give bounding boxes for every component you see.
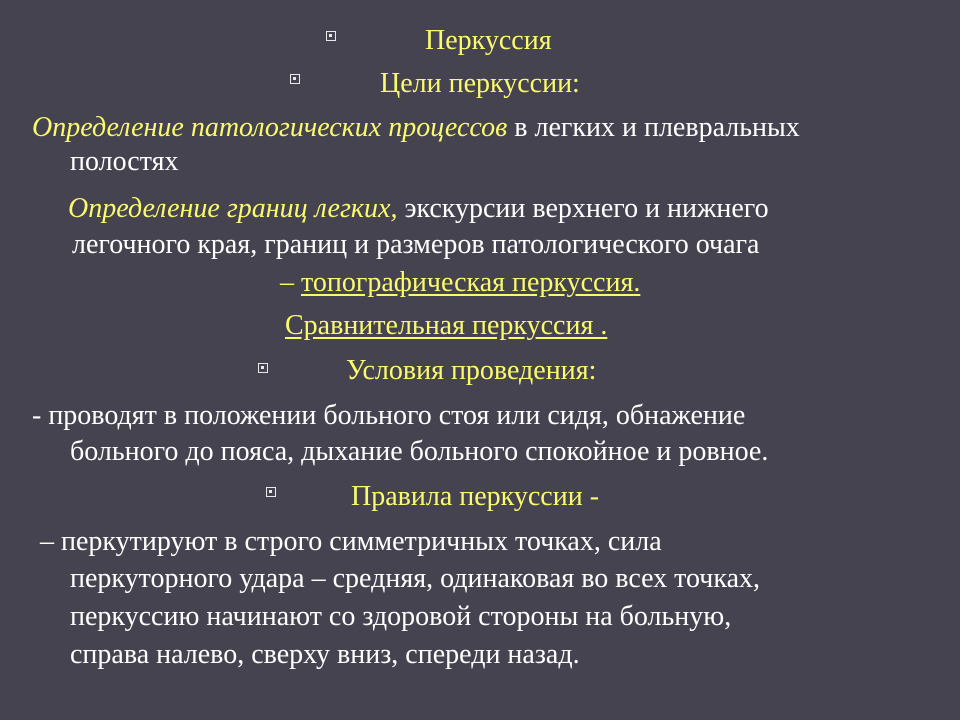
goal-1-line-2: полостях: [70, 146, 179, 177]
rules-heading: Правила перкуссии -: [351, 481, 600, 512]
goal-2-rest: экскурсии верхнего и нижнего: [397, 193, 769, 224]
rules-line-3: перкуссию начинают со здоровой стороны на больную,: [70, 601, 732, 632]
heading-goals: Цели перкуссии:: [380, 68, 580, 99]
goal-2-line-3: [280, 266, 640, 300]
goal-2-line-1: [68, 192, 769, 226]
rules-line-2: перкуторного удара – средняя, одинаковая во всех точках,: [70, 563, 760, 594]
bullet-icon: [258, 363, 268, 373]
conditions-heading: Условия проведения:: [346, 355, 597, 386]
goal-2-line-2: легочного края, границ и размеров патологического очага: [72, 229, 760, 260]
rules-line-1: – перкутируют в строго симметричных точках, сила: [40, 526, 662, 557]
conditions-line-2: больного до пояса, дыхание больного спокойное и ровное.: [70, 436, 769, 467]
conditions-line-1: - проводят в положении больного стоя или сидя, обнажение: [32, 400, 746, 431]
bullet-icon: [266, 487, 276, 497]
bullet-icon: [326, 31, 336, 41]
goal-1-line-1: [32, 111, 800, 145]
goal-1-italic: Определение патологических процессов: [32, 112, 508, 143]
goal-2-italic: Определение границ легких,: [68, 193, 398, 224]
comparative-percussion-link[interactable]: Сравнительная перкуссия .: [285, 310, 608, 341]
heading-percussion: Перкуссия: [425, 25, 552, 56]
topographic-percussion-link[interactable]: топографическая перкуссия.: [301, 267, 641, 298]
goal-2-dash: –: [280, 267, 301, 298]
goal-1-rest: в легких и плевральных: [507, 112, 800, 143]
bullet-icon: [290, 74, 300, 84]
rules-line-4: справа налево, сверху вниз, спереди назад.: [70, 639, 580, 670]
